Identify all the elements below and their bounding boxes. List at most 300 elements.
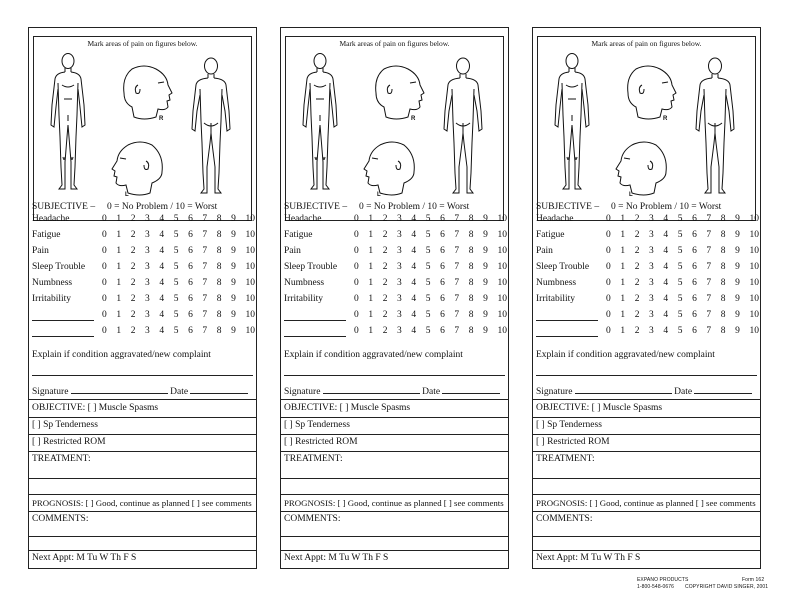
rating-option[interactable]: 2 — [382, 214, 388, 224]
rating-option[interactable]: 5 — [677, 310, 683, 320]
rating-option[interactable]: 1 — [116, 294, 122, 304]
rating-option[interactable]: 10 — [245, 326, 255, 336]
rating-option[interactable]: 3 — [397, 294, 402, 304]
rating-option[interactable]: 2 — [634, 294, 640, 304]
rating-option[interactable]: 10 — [245, 310, 255, 320]
rating-option[interactable]: 5 — [677, 278, 683, 288]
rating-option[interactable]: 1 — [116, 230, 122, 240]
rating-option[interactable]: 8 — [216, 310, 222, 320]
rating-option[interactable]: 4 — [411, 214, 417, 224]
rating-option[interactable]: 8 — [468, 230, 474, 240]
rating-option[interactable]: 9 — [735, 214, 740, 224]
rating-option[interactable]: 7 — [706, 294, 712, 304]
rating-option[interactable]: 10 — [749, 262, 759, 272]
rating-option[interactable]: 10 — [497, 294, 507, 304]
rating-option[interactable]: 5 — [677, 294, 683, 304]
rating-option[interactable]: 4 — [159, 310, 165, 320]
rating-option[interactable]: 6 — [692, 214, 697, 224]
rating-option[interactable]: 4 — [411, 262, 417, 272]
rating-option[interactable]: 5 — [173, 246, 179, 256]
rating-option[interactable]: 5 — [173, 310, 179, 320]
rating-option[interactable]: 7 — [454, 214, 460, 224]
symptom-blank-field[interactable] — [284, 320, 346, 321]
rating-option[interactable]: 6 — [188, 214, 193, 224]
rating-option[interactable]: 8 — [720, 262, 726, 272]
restricted-rom-checkbox[interactable]: [ ] Restricted ROM — [32, 437, 106, 447]
rating-option[interactable]: 9 — [483, 310, 488, 320]
restricted-rom-checkbox[interactable]: [ ] Restricted ROM — [284, 437, 358, 447]
rating-option[interactable]: 2 — [130, 262, 136, 272]
date-field[interactable] — [190, 384, 248, 394]
rating-option[interactable]: 5 — [677, 262, 683, 272]
rating-option[interactable]: 3 — [397, 214, 402, 224]
signature-field[interactable] — [71, 384, 168, 394]
rating-option[interactable]: 6 — [440, 214, 445, 224]
rating-option[interactable]: 0 — [606, 262, 611, 272]
rating-option[interactable]: 7 — [454, 294, 460, 304]
rating-option[interactable]: 3 — [145, 246, 150, 256]
rating-option[interactable]: 5 — [173, 278, 179, 288]
rating-option[interactable]: 0 — [102, 246, 107, 256]
rating-option[interactable]: 1 — [620, 294, 626, 304]
signature-field[interactable] — [323, 384, 420, 394]
rating-option[interactable]: 3 — [649, 278, 654, 288]
rating-option[interactable]: 10 — [245, 278, 255, 288]
rating-option[interactable]: 0 — [354, 214, 359, 224]
sp-tenderness-checkbox[interactable]: [ ] Sp Tenderness — [32, 420, 98, 430]
explain-line[interactable] — [284, 375, 505, 376]
rating-option[interactable]: 9 — [735, 246, 740, 256]
rating-option[interactable]: 0 — [606, 214, 611, 224]
rating-option[interactable]: 3 — [397, 230, 402, 240]
rating-option[interactable]: 4 — [663, 310, 669, 320]
body-figures-box[interactable] — [33, 36, 252, 221]
rating-option[interactable]: 3 — [397, 310, 402, 320]
rating-option[interactable]: 0 — [102, 326, 107, 336]
rating-option[interactable]: 3 — [145, 310, 150, 320]
rating-option[interactable]: 5 — [425, 310, 431, 320]
rating-option[interactable]: 2 — [382, 310, 388, 320]
rating-option[interactable]: 8 — [468, 294, 474, 304]
rating-option[interactable]: 4 — [411, 294, 417, 304]
rating-option[interactable]: 8 — [216, 278, 222, 288]
rating-option[interactable]: 7 — [454, 262, 460, 272]
rating-option[interactable]: 8 — [720, 246, 726, 256]
comments-line[interactable] — [29, 536, 256, 537]
rating-option[interactable]: 3 — [145, 294, 150, 304]
next-appt-days[interactable]: Next Appt: M Tu W Th F S — [32, 553, 137, 563]
rating-option[interactable]: 9 — [231, 230, 236, 240]
rating-option[interactable]: 6 — [440, 310, 445, 320]
rating-option[interactable]: 1 — [116, 246, 122, 256]
rating-option[interactable]: 0 — [102, 262, 107, 272]
rating-option[interactable]: 2 — [634, 214, 640, 224]
rating-option[interactable]: 7 — [706, 278, 712, 288]
rating-option[interactable]: 1 — [620, 214, 626, 224]
rating-option[interactable]: 8 — [468, 262, 474, 272]
rating-option[interactable]: 0 — [102, 294, 107, 304]
rating-option[interactable]: 2 — [382, 278, 388, 288]
rating-option[interactable]: 7 — [202, 326, 208, 336]
rating-option[interactable]: 0 — [354, 230, 359, 240]
rating-option[interactable]: 1 — [368, 310, 374, 320]
rating-option[interactable]: 2 — [382, 262, 388, 272]
rating-option[interactable]: 0 — [102, 230, 107, 240]
rating-option[interactable]: 7 — [202, 310, 208, 320]
rating-option[interactable]: 10 — [749, 214, 759, 224]
rating-option[interactable]: 1 — [620, 310, 626, 320]
rating-option[interactable]: 3 — [397, 278, 402, 288]
rating-option[interactable]: 6 — [692, 278, 697, 288]
next-appt-days[interactable]: Next Appt: M Tu W Th F S — [536, 553, 641, 563]
rating-option[interactable]: 9 — [735, 294, 740, 304]
rating-option[interactable]: 0 — [354, 246, 359, 256]
rating-option[interactable]: 2 — [130, 246, 136, 256]
rating-option[interactable]: 1 — [116, 326, 122, 336]
rating-option[interactable]: 6 — [188, 310, 193, 320]
rating-option[interactable]: 10 — [749, 294, 759, 304]
rating-option[interactable]: 10 — [749, 246, 759, 256]
rating-option[interactable]: 3 — [649, 294, 654, 304]
rating-option[interactable]: 3 — [649, 214, 654, 224]
rating-option[interactable]: 4 — [663, 326, 669, 336]
rating-option[interactable]: 2 — [130, 278, 136, 288]
rating-option[interactable]: 3 — [649, 230, 654, 240]
rating-option[interactable]: 4 — [411, 246, 417, 256]
rating-option[interactable]: 6 — [188, 246, 193, 256]
rating-option[interactable]: 7 — [706, 326, 712, 336]
rating-option[interactable]: 6 — [440, 278, 445, 288]
rating-option[interactable]: 9 — [483, 214, 488, 224]
rating-option[interactable]: 10 — [749, 278, 759, 288]
objective-muscle-spasms-checkbox[interactable]: OBJECTIVE: [ ] Muscle Spasms — [32, 403, 159, 413]
rating-option[interactable]: 1 — [116, 262, 122, 272]
rating-option[interactable]: 4 — [663, 262, 669, 272]
rating-option[interactable]: 1 — [116, 310, 122, 320]
rating-option[interactable]: 0 — [102, 278, 107, 288]
rating-option[interactable]: 2 — [382, 294, 388, 304]
rating-option[interactable]: 3 — [145, 326, 150, 336]
rating-option[interactable]: 7 — [202, 278, 208, 288]
rating-option[interactable]: 4 — [663, 214, 669, 224]
rating-option[interactable]: 0 — [606, 230, 611, 240]
rating-option[interactable]: 7 — [706, 246, 712, 256]
rating-option[interactable]: 1 — [368, 326, 374, 336]
rating-option[interactable]: 3 — [145, 278, 150, 288]
rating-option[interactable]: 5 — [425, 294, 431, 304]
symptom-blank-field[interactable] — [32, 336, 94, 337]
rating-option[interactable]: 8 — [468, 326, 474, 336]
rating-option[interactable]: 8 — [216, 246, 222, 256]
rating-option[interactable]: 2 — [130, 230, 136, 240]
rating-option[interactable]: 10 — [749, 230, 759, 240]
rating-option[interactable]: 6 — [188, 326, 193, 336]
rating-option[interactable]: 1 — [116, 214, 122, 224]
rating-option[interactable]: 6 — [440, 262, 445, 272]
rating-option[interactable]: 0 — [606, 246, 611, 256]
prognosis-options[interactable]: PROGNOSIS: [ ] Good, continue as planned [ ] see comments — [284, 498, 504, 508]
rating-option[interactable]: 5 — [173, 262, 179, 272]
rating-option[interactable]: 0 — [102, 214, 107, 224]
rating-option[interactable]: 8 — [216, 262, 222, 272]
restricted-rom-checkbox[interactable]: [ ] Restricted ROM — [536, 437, 610, 447]
rating-option[interactable]: 5 — [677, 214, 683, 224]
rating-option[interactable]: 1 — [368, 262, 374, 272]
rating-option[interactable]: 6 — [188, 294, 193, 304]
rating-option[interactable]: 2 — [130, 294, 136, 304]
prognosis-options[interactable]: PROGNOSIS: [ ] Good, continue as planned [ ] see comments — [32, 498, 252, 508]
rating-option[interactable]: 5 — [425, 246, 431, 256]
rating-option[interactable]: 9 — [231, 294, 236, 304]
rating-option[interactable]: 4 — [663, 294, 669, 304]
rating-option[interactable]: 10 — [497, 246, 507, 256]
rating-option[interactable]: 7 — [454, 230, 460, 240]
rating-option[interactable]: 10 — [245, 262, 255, 272]
rating-option[interactable]: 6 — [440, 230, 445, 240]
rating-option[interactable]: 9 — [483, 262, 488, 272]
rating-option[interactable]: 9 — [231, 326, 236, 336]
rating-option[interactable]: 4 — [663, 246, 669, 256]
rating-option[interactable]: 3 — [145, 262, 150, 272]
rating-option[interactable]: 0 — [102, 310, 107, 320]
rating-option[interactable]: 4 — [159, 326, 165, 336]
rating-option[interactable]: 8 — [720, 294, 726, 304]
rating-option[interactable]: 3 — [397, 326, 402, 336]
rating-option[interactable]: 7 — [454, 246, 460, 256]
rating-option[interactable]: 7 — [202, 246, 208, 256]
rating-option[interactable]: 9 — [735, 326, 740, 336]
treatment-line[interactable] — [281, 478, 508, 479]
rating-option[interactable]: 1 — [620, 326, 626, 336]
rating-option[interactable]: 5 — [173, 214, 179, 224]
rating-option[interactable]: 6 — [692, 262, 697, 272]
symptom-blank-field[interactable] — [536, 336, 598, 337]
rating-option[interactable]: 3 — [649, 310, 654, 320]
rating-option[interactable]: 3 — [649, 326, 654, 336]
rating-option[interactable]: 0 — [606, 326, 611, 336]
rating-option[interactable]: 10 — [245, 294, 255, 304]
rating-option[interactable]: 4 — [411, 230, 417, 240]
body-figures-box[interactable] — [285, 36, 504, 221]
rating-option[interactable]: 2 — [130, 214, 136, 224]
rating-option[interactable]: 7 — [202, 294, 208, 304]
rating-option[interactable]: 3 — [397, 246, 402, 256]
rating-option[interactable]: 9 — [231, 246, 236, 256]
rating-option[interactable]: 7 — [706, 262, 712, 272]
rating-option[interactable]: 6 — [440, 246, 445, 256]
rating-option[interactable]: 1 — [368, 214, 374, 224]
rating-option[interactable]: 0 — [354, 310, 359, 320]
rating-option[interactable]: 6 — [188, 262, 193, 272]
rating-option[interactable]: 10 — [245, 246, 255, 256]
rating-option[interactable]: 2 — [634, 278, 640, 288]
explain-line[interactable] — [32, 375, 253, 376]
rating-option[interactable]: 2 — [634, 262, 640, 272]
rating-option[interactable]: 9 — [231, 278, 236, 288]
rating-option[interactable]: 9 — [483, 278, 488, 288]
signature-row[interactable] — [32, 384, 248, 397]
rating-option[interactable]: 7 — [454, 326, 460, 336]
rating-option[interactable]: 2 — [634, 310, 640, 320]
rating-option[interactable]: 8 — [720, 310, 726, 320]
rating-option[interactable]: 1 — [368, 230, 374, 240]
rating-option[interactable]: 9 — [483, 326, 488, 336]
rating-option[interactable]: 0 — [606, 278, 611, 288]
rating-option[interactable]: 10 — [749, 310, 759, 320]
rating-option[interactable]: 4 — [411, 278, 417, 288]
rating-option[interactable]: 7 — [202, 214, 208, 224]
objective-muscle-spasms-checkbox[interactable]: OBJECTIVE: [ ] Muscle Spasms — [284, 403, 411, 413]
rating-option[interactable]: 2 — [634, 230, 640, 240]
rating-option[interactable]: 7 — [706, 214, 712, 224]
rating-option[interactable]: 8 — [216, 326, 222, 336]
rating-option[interactable]: 4 — [411, 310, 417, 320]
rating-option[interactable]: 9 — [735, 310, 740, 320]
rating-option[interactable]: 1 — [620, 246, 626, 256]
symptom-blank-field[interactable] — [536, 320, 598, 321]
rating-option[interactable]: 1 — [620, 278, 626, 288]
rating-option[interactable]: 0 — [354, 294, 359, 304]
rating-option[interactable]: 3 — [397, 262, 402, 272]
rating-option[interactable]: 4 — [663, 230, 669, 240]
rating-option[interactable]: 5 — [425, 326, 431, 336]
rating-option[interactable]: 9 — [231, 214, 236, 224]
rating-option[interactable]: 6 — [692, 294, 697, 304]
rating-option[interactable]: 10 — [497, 326, 507, 336]
rating-option[interactable]: 4 — [159, 294, 165, 304]
rating-option[interactable]: 10 — [497, 262, 507, 272]
rating-option[interactable]: 1 — [368, 278, 374, 288]
rating-option[interactable]: 2 — [634, 246, 640, 256]
rating-option[interactable]: 8 — [468, 278, 474, 288]
sp-tenderness-checkbox[interactable]: [ ] Sp Tenderness — [536, 420, 602, 430]
rating-option[interactable]: 5 — [677, 326, 683, 336]
signature-row[interactable] — [284, 384, 500, 397]
signature-row[interactable] — [536, 384, 752, 397]
symptom-blank-field[interactable] — [284, 336, 346, 337]
date-field[interactable] — [694, 384, 752, 394]
rating-option[interactable]: 1 — [368, 246, 374, 256]
rating-option[interactable]: 8 — [720, 214, 726, 224]
rating-option[interactable]: 3 — [145, 214, 150, 224]
rating-option[interactable]: 5 — [677, 246, 683, 256]
rating-option[interactable]: 2 — [382, 246, 388, 256]
rating-option[interactable]: 4 — [663, 278, 669, 288]
rating-option[interactable]: 4 — [411, 326, 417, 336]
comments-line[interactable] — [281, 536, 508, 537]
rating-option[interactable]: 3 — [649, 262, 654, 272]
explain-line[interactable] — [536, 375, 757, 376]
rating-option[interactable]: 4 — [159, 214, 165, 224]
rating-option[interactable]: 8 — [216, 214, 222, 224]
rating-option[interactable]: 4 — [159, 262, 165, 272]
rating-option[interactable]: 3 — [145, 230, 150, 240]
rating-option[interactable]: 7 — [454, 278, 460, 288]
rating-option[interactable]: 8 — [468, 246, 474, 256]
rating-option[interactable]: 8 — [216, 230, 222, 240]
rating-option[interactable]: 6 — [692, 326, 697, 336]
rating-option[interactable]: 3 — [649, 246, 654, 256]
rating-option[interactable]: 10 — [497, 230, 507, 240]
rating-option[interactable]: 10 — [749, 326, 759, 336]
rating-option[interactable]: 5 — [173, 326, 179, 336]
rating-option[interactable]: 2 — [130, 310, 136, 320]
rating-option[interactable]: 1 — [620, 230, 626, 240]
objective-muscle-spasms-checkbox[interactable]: OBJECTIVE: [ ] Muscle Spasms — [536, 403, 663, 413]
rating-option[interactable]: 2 — [382, 230, 388, 240]
rating-option[interactable]: 9 — [483, 246, 488, 256]
rating-option[interactable]: 5 — [677, 230, 683, 240]
date-field[interactable] — [442, 384, 500, 394]
rating-option[interactable]: 0 — [354, 262, 359, 272]
rating-option[interactable]: 7 — [706, 310, 712, 320]
rating-option[interactable]: 9 — [735, 230, 740, 240]
rating-option[interactable]: 9 — [735, 278, 740, 288]
rating-option[interactable]: 0 — [606, 310, 611, 320]
rating-option[interactable]: 8 — [720, 326, 726, 336]
rating-option[interactable]: 9 — [231, 310, 236, 320]
comments-line[interactable] — [533, 536, 760, 537]
rating-option[interactable]: 9 — [483, 294, 488, 304]
rating-option[interactable]: 0 — [354, 326, 359, 336]
rating-option[interactable]: 10 — [497, 310, 507, 320]
rating-option[interactable]: 6 — [692, 230, 697, 240]
rating-option[interactable]: 10 — [245, 230, 255, 240]
rating-option[interactable]: 5 — [425, 230, 431, 240]
rating-option[interactable]: 8 — [720, 278, 726, 288]
rating-option[interactable]: 7 — [202, 230, 208, 240]
rating-option[interactable]: 8 — [720, 230, 726, 240]
rating-option[interactable]: 2 — [382, 326, 388, 336]
rating-option[interactable]: 8 — [216, 294, 222, 304]
rating-option[interactable]: 5 — [425, 214, 431, 224]
treatment-line[interactable] — [29, 478, 256, 479]
rating-option[interactable]: 6 — [692, 310, 697, 320]
rating-option[interactable]: 7 — [202, 262, 208, 272]
rating-option[interactable]: 7 — [454, 310, 460, 320]
rating-option[interactable]: 6 — [692, 246, 697, 256]
rating-option[interactable]: 5 — [173, 230, 179, 240]
rating-option[interactable]: 2 — [130, 326, 136, 336]
rating-option[interactable]: 1 — [620, 262, 626, 272]
rating-option[interactable]: 0 — [354, 278, 359, 288]
rating-option[interactable]: 7 — [706, 230, 712, 240]
treatment-line[interactable] — [533, 478, 760, 479]
rating-option[interactable]: 6 — [440, 294, 445, 304]
rating-option[interactable]: 0 — [606, 294, 611, 304]
rating-option[interactable]: 6 — [440, 326, 445, 336]
rating-option[interactable]: 6 — [188, 278, 193, 288]
next-appt-days[interactable]: Next Appt: M Tu W Th F S — [284, 553, 389, 563]
rating-option[interactable]: 10 — [497, 214, 507, 224]
rating-option[interactable]: 8 — [468, 214, 474, 224]
rating-option[interactable]: 5 — [425, 278, 431, 288]
sp-tenderness-checkbox[interactable]: [ ] Sp Tenderness — [284, 420, 350, 430]
symptom-blank-field[interactable] — [32, 320, 94, 321]
signature-field[interactable] — [575, 384, 672, 394]
rating-option[interactable]: 10 — [245, 214, 255, 224]
rating-option[interactable]: 1 — [368, 294, 374, 304]
body-figures-box[interactable] — [537, 36, 756, 221]
rating-option[interactable]: 10 — [497, 278, 507, 288]
rating-option[interactable]: 1 — [116, 278, 122, 288]
rating-option[interactable]: 9 — [231, 262, 236, 272]
rating-option[interactable]: 5 — [425, 262, 431, 272]
prognosis-options[interactable]: PROGNOSIS: [ ] Good, continue as planned [ ] see comments — [536, 498, 756, 508]
rating-option[interactable]: 6 — [188, 230, 193, 240]
rating-option[interactable]: 4 — [159, 278, 165, 288]
rating-option[interactable]: 2 — [634, 326, 640, 336]
